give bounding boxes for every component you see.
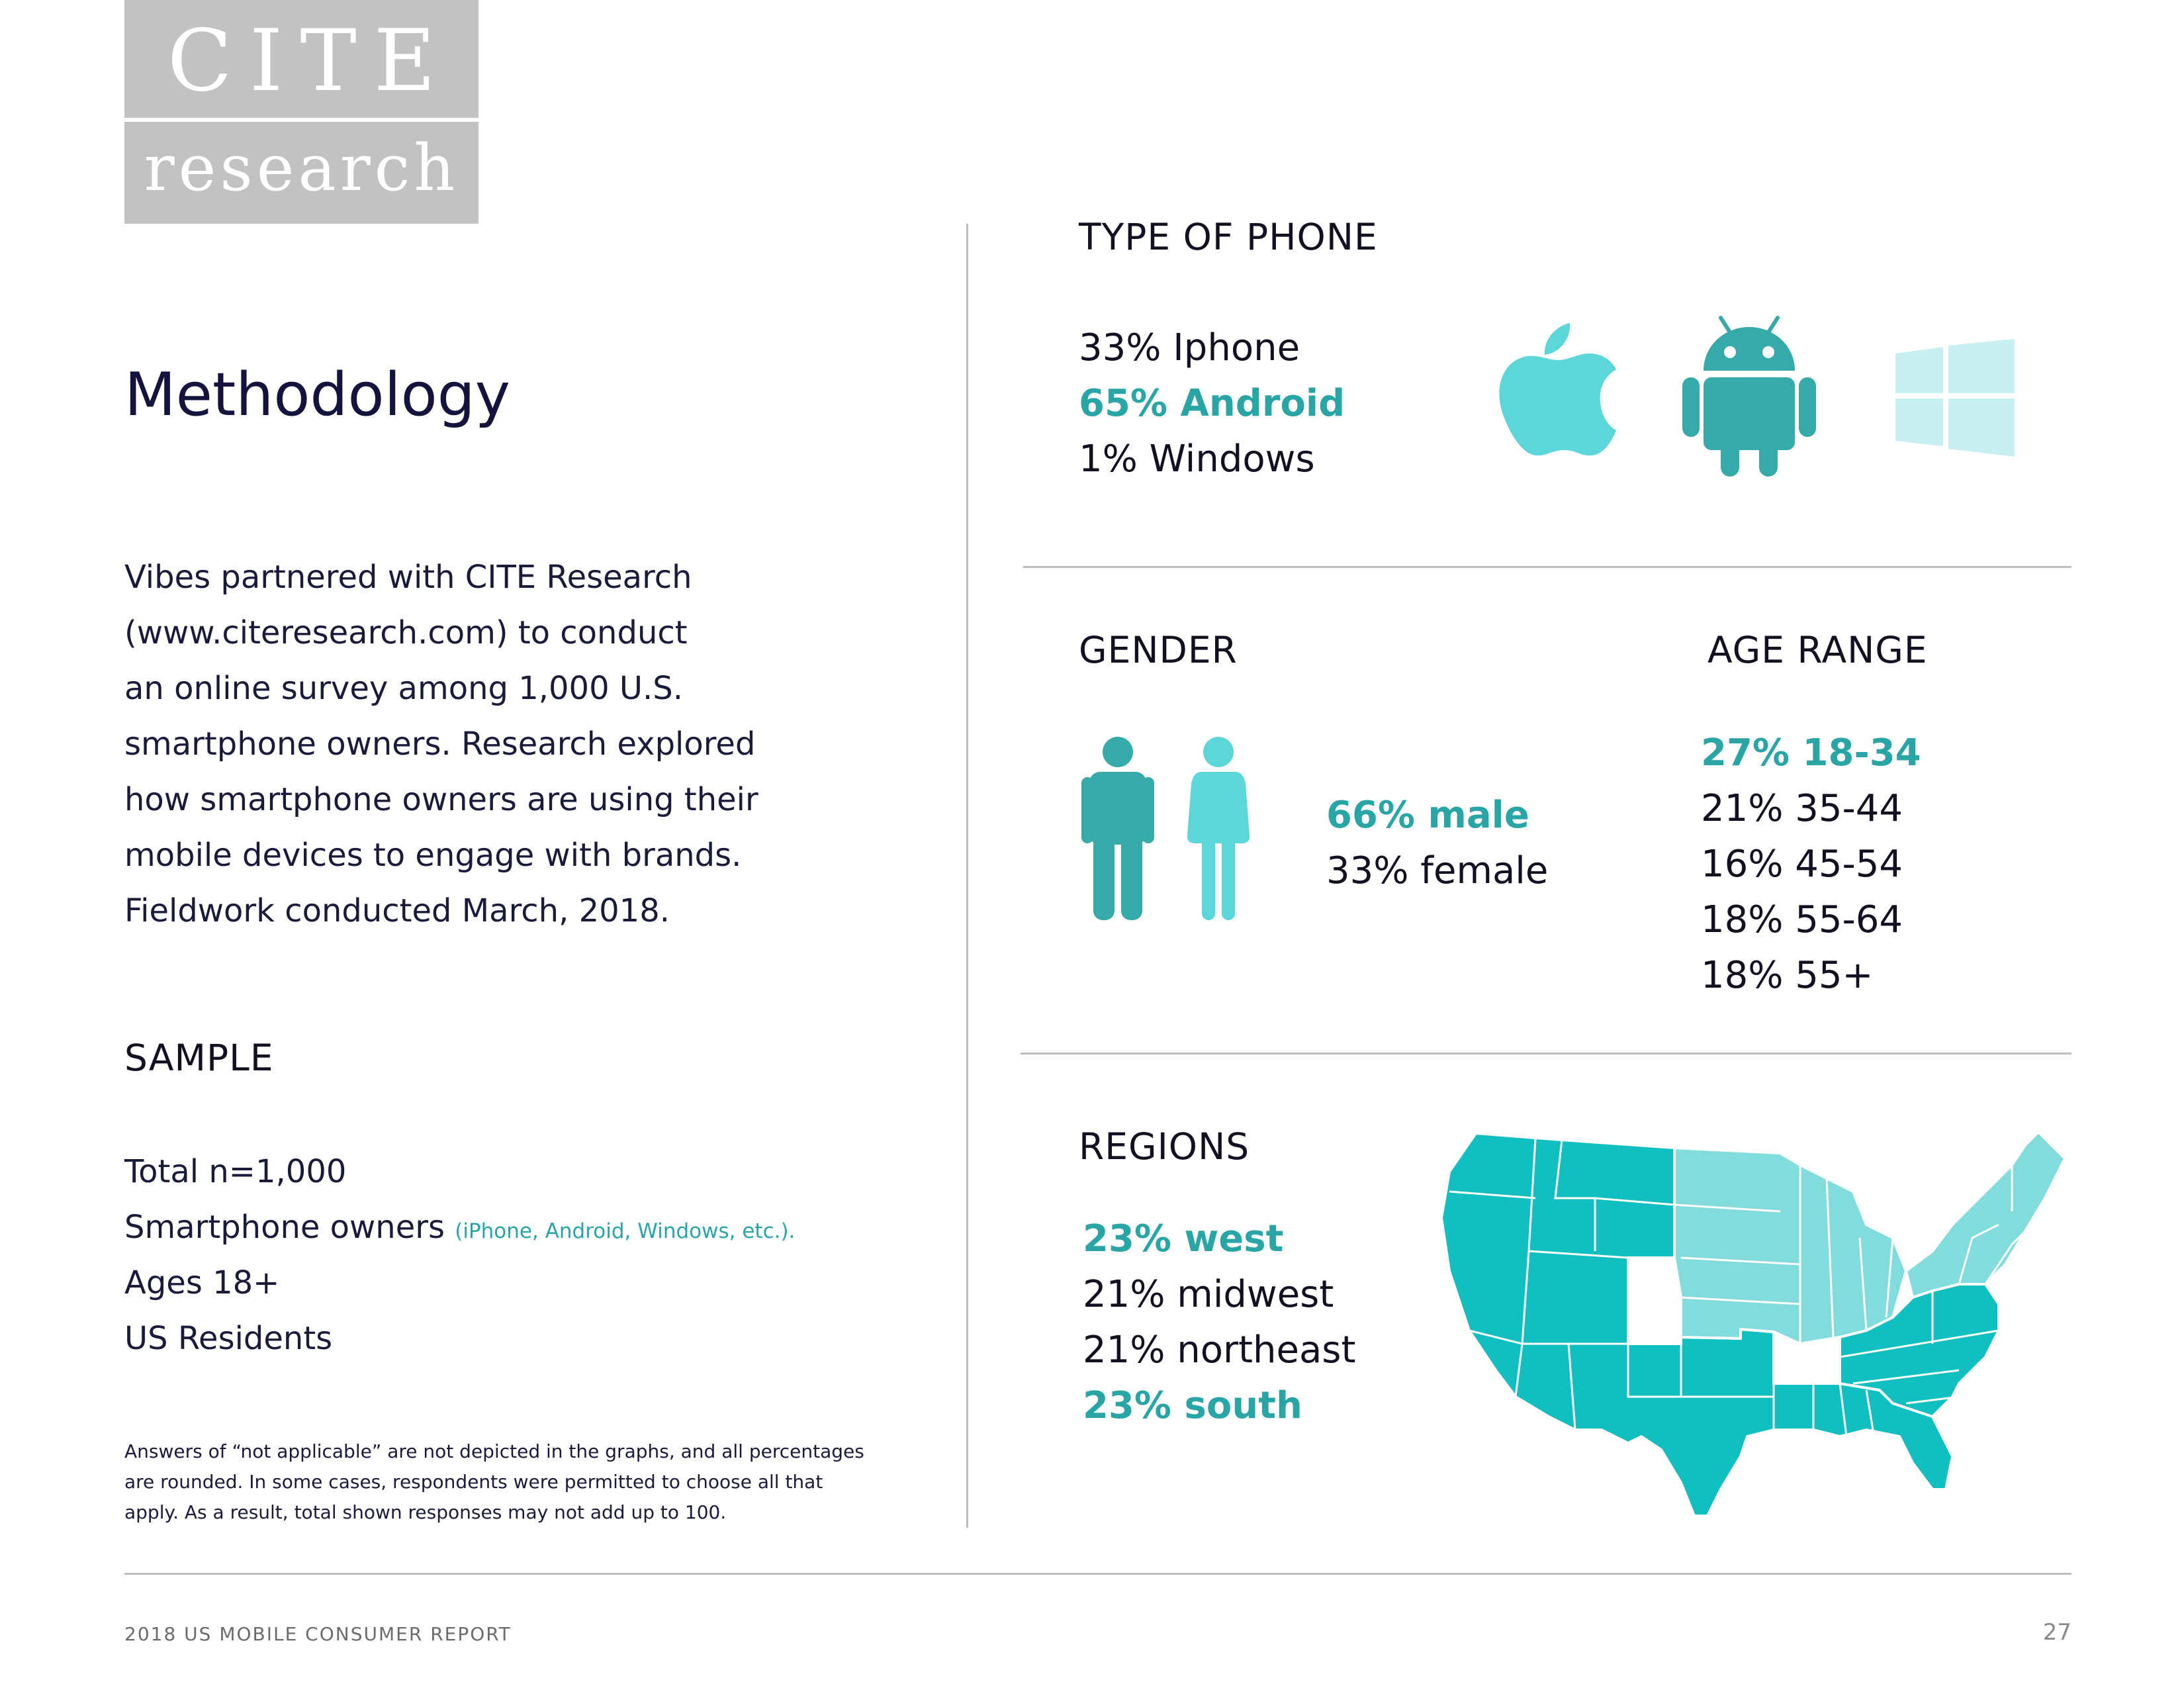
age-stat: 27% 18-34: [1701, 731, 1921, 774]
phone-stat-android: 65% Android: [1079, 382, 1345, 425]
age-heading: AGE RANGE: [1707, 629, 1928, 671]
age-stat: 18% 55+: [1701, 954, 1874, 997]
android-icon: [1680, 312, 1819, 478]
sample-heading: SAMPLE: [124, 1037, 274, 1079]
sample-ages: Ages 18+: [124, 1264, 280, 1301]
logo-research-text: research: [144, 131, 459, 205]
footnote-line: apply. As a result, total shown responses may not add up to 100.: [124, 1501, 727, 1523]
region-stat-northeast: 21% northeast: [1083, 1329, 1356, 1372]
horizontal-divider: [1021, 1053, 2071, 1055]
footnote: [124, 1436, 886, 1528]
phone-heading: TYPE OF PHONE: [1079, 216, 1378, 258]
sample-residents: US Residents: [124, 1320, 333, 1357]
paragraph-line: mobile devices to engage with brands.: [124, 837, 742, 874]
paragraph-line: smartphone owners. Research explored: [124, 726, 756, 763]
us-map-icon: [1430, 1119, 2071, 1516]
gender-stat-male: 66% male: [1326, 794, 1529, 837]
phone-stat-windows: 1% Windows: [1079, 438, 1315, 481]
sample-owners-note: (iPhone, Android, Windows, etc.).: [455, 1219, 796, 1243]
region-stat-south: 23% south: [1083, 1384, 1302, 1427]
gender-stat-female: 33% female: [1326, 849, 1549, 892]
footnote-line: are rounded. In some cases, respondents were permitted to choose all that: [124, 1471, 823, 1493]
paragraph-line: Vibes partnered with CITE Research: [124, 559, 692, 596]
paragraph-line: (www.citeresearch.com) to conduct: [124, 614, 688, 651]
sample-owners: Smartphone owners: [124, 1209, 445, 1246]
windows-icon: [1895, 339, 2015, 457]
logo-cite-text: CITE: [167, 12, 453, 111]
vertical-divider: [966, 224, 968, 1528]
phone-stat-iphone: 33% Iphone: [1079, 326, 1300, 369]
page-title: Methodology: [124, 360, 511, 430]
paragraph-line: Fieldwork conducted March, 2018.: [124, 892, 670, 929]
regions-heading: REGIONS: [1079, 1125, 1250, 1168]
age-stat: 21% 35-44: [1701, 787, 1903, 830]
paragraph-line: an online survey among 1,000 U.S.: [124, 670, 684, 707]
sample-total: Total n=1,000: [124, 1153, 347, 1190]
page-number: 27: [2042, 1619, 2071, 1646]
horizontal-divider: [1023, 566, 2071, 568]
methodology-paragraph: [124, 549, 852, 939]
footer-divider: [124, 1573, 2071, 1575]
gender-heading: GENDER: [1079, 629, 1238, 671]
male-icon: [1081, 736, 1154, 920]
female-icon: [1183, 736, 1253, 920]
apple-icon: [1497, 316, 1616, 455]
region-stat-midwest: 21% midwest: [1083, 1273, 1334, 1316]
age-stat: 16% 45-54: [1701, 843, 1903, 886]
footer-report-title: 2018 US MOBILE CONSUMER REPORT: [124, 1623, 512, 1645]
age-stat: 18% 55-64: [1701, 898, 1903, 941]
region-stat-west: 23% west: [1083, 1217, 1284, 1260]
paragraph-line: how smartphone owners are using their: [124, 781, 758, 818]
footnote-line: Answers of “not applicable” are not depicted in the graphs, and all percentages: [124, 1440, 864, 1462]
sample-owners-line: [124, 1209, 795, 1246]
